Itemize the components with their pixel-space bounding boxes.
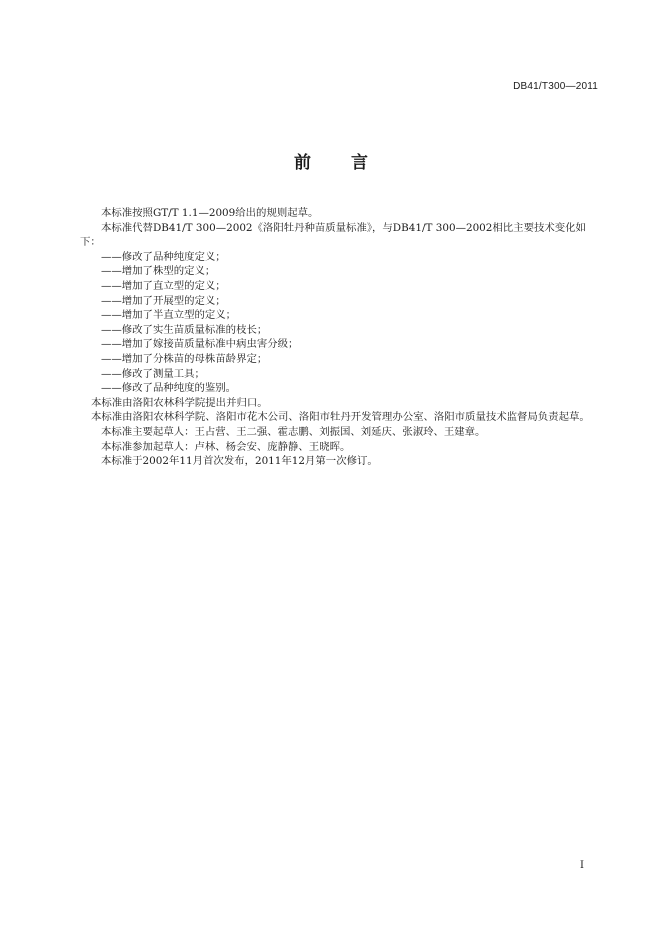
paragraph-participating-drafters: 本标准参加起草人：卢林、杨会安、庞静静、王晓晖。 [101,440,351,453]
page-title [0,148,662,173]
title-char-2: 言 [351,153,368,173]
paragraph-main-drafters: 本标准主要起草人：王占营、王二强、霍志鹏、刘振国、刘延庆、张淑玲、王建章。 [101,425,486,438]
foreword-body [80,206,600,469]
change-item: ——修改了实生苗质量标准的枝长； [101,323,268,336]
change-item: ——增加了开展型的定义； [101,294,226,307]
paragraph-release-history: 本标准于2002年11月首次发布，2011年12月第一次修订。 [101,455,378,468]
changes-list [80,250,600,396]
change-item: ——增加了分株苗的母株苗龄界定； [101,352,268,365]
change-item: ——增加了直立型的定义； [101,279,226,292]
change-item: ——修改了品种纯度定义； [101,250,226,263]
document-code: DB41/T300—2011 [513,81,598,92]
paragraph-proposer: 本标准由洛阳农林科学院提出并归口。 [91,396,268,409]
paragraph-replacement: 本标准代替DB41/T 300—2002《洛阳牡丹种苗质量标准》，与DB41/T 300—2002相比主要技术变化如下： [80,221,586,249]
change-item: ——修改了品种纯度的鉴别。 [101,382,237,395]
change-item: ——增加了半直立型的定义； [101,309,237,322]
title-char-1: 前 [294,153,311,173]
change-item: ——修改了测量工具； [101,367,205,380]
change-item: ——增加了株型的定义； [101,265,216,278]
change-item: ——增加了嫁接苗质量标准中病虫害分级； [101,338,299,351]
paragraph-drafting-units: 本标准由洛阳农林科学院、洛阳市花木公司、洛阳市牡丹开发管理办公室、洛阳市质量技术监督局负责起草。 [91,411,590,424]
paragraph-drafting-rules: 本标准按照GT/T 1.1—2009给出的规则起草。 [101,207,319,219]
page-number: I [580,860,584,871]
